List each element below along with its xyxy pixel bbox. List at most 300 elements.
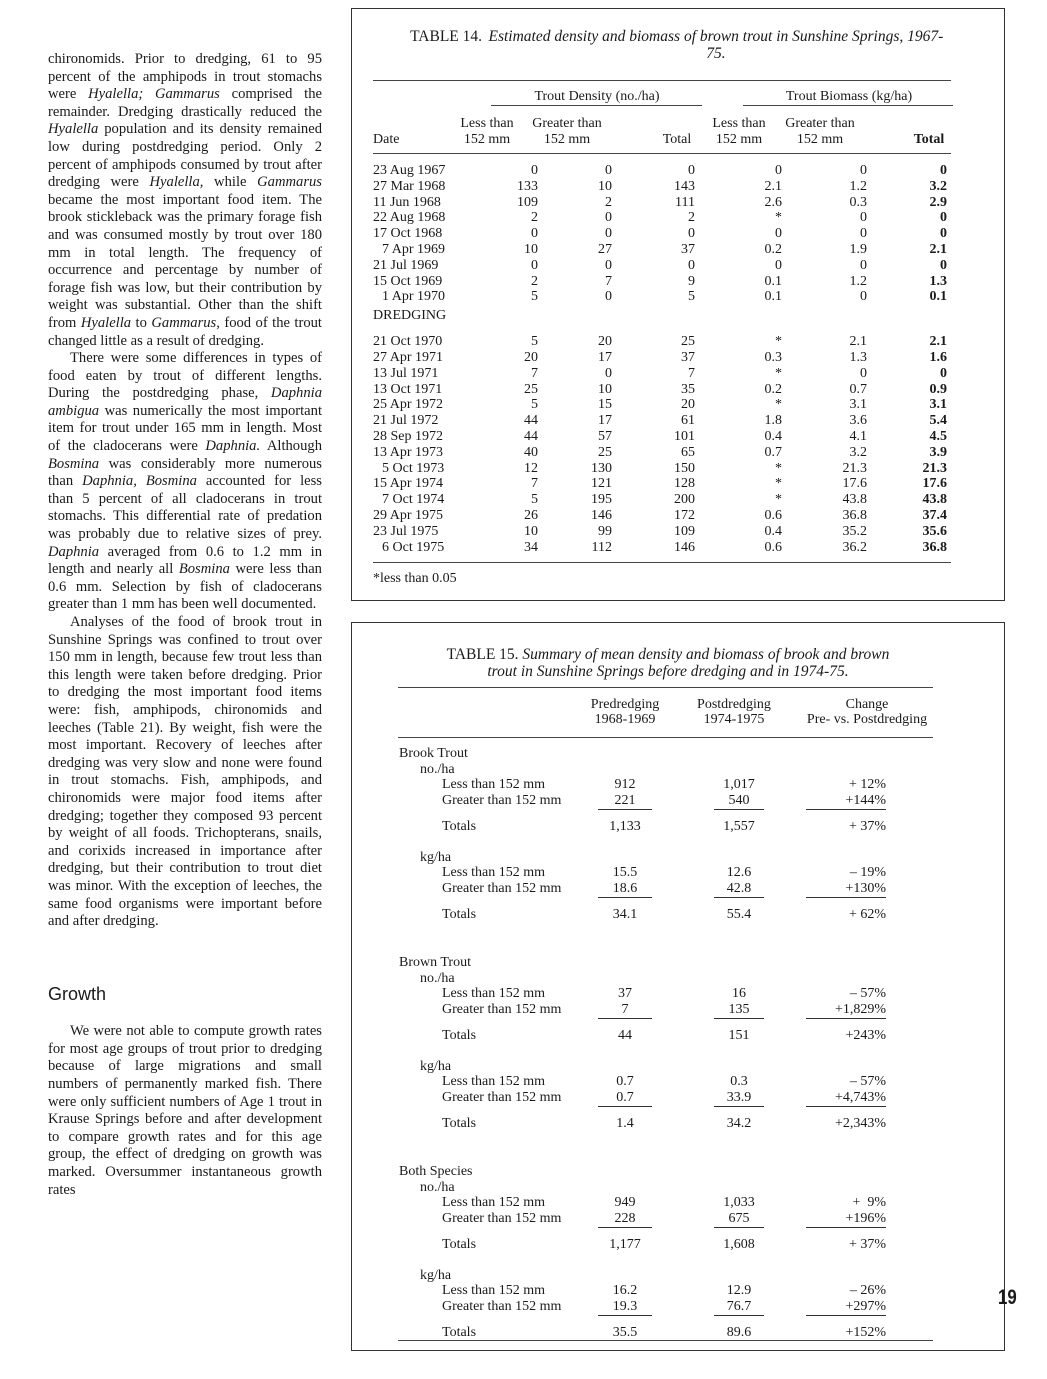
cell-value: 0.7 [764, 444, 782, 460]
cell-value: 37.4 [922, 508, 947, 523]
cell-change: +144% [806, 793, 886, 810]
cell-value: 0 [860, 163, 867, 178]
cell-change: – 19% [849, 865, 886, 880]
cell-value: 65 [681, 444, 695, 460]
cell-predredging: 0.7 [598, 1090, 652, 1107]
group-header-density: Trout Density (no./ha) [534, 89, 660, 104]
text-run: chironomids. Prior to dredging, 61 to 95 percent of the amphipods in trout stomachs were [48, 51, 322, 103]
cell-value: 37 [681, 350, 695, 365]
table-row [352, 289, 1004, 305]
cell-predredging: 19.3 [598, 1299, 652, 1316]
section-label: Both Species [399, 1164, 473, 1179]
cell-date: 22 Aug 1968 [373, 210, 446, 226]
cell-date: 1 Apr 1970 [382, 289, 445, 305]
table-row [352, 508, 1004, 524]
column-header-pre: Predredging [590, 697, 660, 712]
cell-predredging: 0.7 [616, 1074, 634, 1089]
cell-value: 9 [688, 273, 695, 289]
column-header-post: 1974-1975 [703, 712, 765, 727]
table-row [352, 179, 1004, 195]
cell-value: 0.7 [849, 381, 867, 397]
cell-value: 44 [524, 429, 538, 444]
row-label: Greater than 152 mm [442, 1299, 562, 1314]
cell-value: 0 [688, 226, 695, 242]
cell-predredging: 1,177 [609, 1237, 641, 1252]
italic-term: Daphnia. [205, 438, 261, 455]
cell-value: 0 [860, 257, 867, 273]
cell-value: 35.2 [842, 523, 867, 539]
cell-value: 36.8 [842, 508, 867, 523]
text-run: There were some differences in types of food eaten by trout of different lengths. During the postdredging phase, [48, 350, 322, 402]
column-header-date: Date [373, 132, 400, 147]
cell-value: 2 [531, 210, 538, 226]
text-run: Although [260, 438, 322, 455]
cell-predredging: 221 [598, 793, 652, 810]
cell-date: 11 Jun 1968 [373, 194, 441, 210]
cell-value: 0.4 [764, 523, 782, 539]
cell-postdredging: 675 [714, 1211, 764, 1228]
totals-row [352, 907, 1004, 923]
cell-date: 21 Jul 1969 [373, 257, 439, 273]
table-row [352, 413, 1004, 429]
cell-value: * [775, 460, 782, 476]
cell-postdredging: 135 [714, 1002, 764, 1019]
text-run: accounted for less than 5 percent of all cladocerans in trout stomachs. This differential rate of predation was probably due to relative sizes of prey. [48, 473, 322, 543]
cell-value: * [775, 492, 782, 508]
cell-value: 4.5 [929, 429, 947, 444]
table-row [352, 881, 1004, 897]
cell-value: 0 [688, 257, 695, 273]
cell-date: 15 Apr 1974 [373, 476, 443, 492]
cell-predredging: 15.5 [612, 865, 638, 880]
cell-value: 0 [688, 163, 695, 178]
cell-value: 112 [591, 539, 612, 555]
cell-value: 0 [860, 210, 867, 226]
cell-date: 23 Aug 1967 [373, 163, 446, 178]
table-caption-line: Summary of mean density and biomass of brook and brown [522, 646, 890, 663]
cell-date: 13 Apr 1973 [373, 444, 443, 460]
cell-value: 3.2 [849, 444, 867, 460]
cell-value: 10 [524, 523, 538, 539]
cell-date: 27 Apr 1971 [373, 350, 443, 365]
cell-value: 0 [605, 210, 612, 226]
cell-value: 17 [598, 350, 612, 365]
table-row [352, 445, 1004, 461]
cell-value: 0.3 [764, 350, 782, 365]
row-label: Totals [442, 1237, 477, 1252]
row-label: Less than 152 mm [442, 1283, 546, 1298]
table-14-title [352, 28, 1004, 62]
cell-value: 150 [674, 460, 695, 476]
unit-label: no./ha [420, 762, 455, 777]
cell-predredging: 16.2 [612, 1283, 638, 1298]
cell-value: 0 [940, 257, 947, 273]
cell-value: * [775, 365, 782, 381]
text-run: comprised the remainder. Dredging drastically reduced the [48, 86, 322, 120]
cell-postdredging: 12.6 [726, 865, 752, 880]
body-paragraph [48, 350, 322, 614]
body-paragraph [48, 614, 322, 931]
table-label: TABLE 15. [446, 646, 519, 663]
cell-value: 7 [531, 476, 538, 492]
text-run: population and its density remained low during postdredging period. Only 2 percent of amphipods consumed by trout after dredging were [48, 121, 322, 191]
column-header-less: Less than [712, 116, 766, 131]
cell-date: 21 Oct 1970 [373, 334, 443, 350]
unit-label: no./ha [420, 1180, 455, 1195]
cell-value: 26 [524, 508, 538, 523]
totals-row [352, 1237, 1004, 1253]
cell-value: 99 [598, 523, 612, 539]
cell-value: 1.9 [849, 242, 867, 257]
cell-postdredging: 12.9 [726, 1283, 752, 1298]
cell-date: 21 Jul 1972 [373, 413, 439, 429]
cell-value: 0 [531, 257, 538, 273]
italic-term: Daphnia [48, 543, 100, 560]
cell-value: 5 [531, 334, 538, 350]
cell-value: 3.9 [929, 444, 947, 460]
cell-predredging: 228 [598, 1211, 652, 1228]
cell-change: +4,743% [806, 1090, 886, 1107]
cell-value: 17.6 [922, 476, 947, 492]
cell-value: 130 [591, 460, 612, 476]
table-caption: Estimated density and biomass of brown trout in Sunshine Springs, 1967-75. [488, 28, 944, 62]
cell-change: + 62% [848, 907, 886, 922]
table-row [352, 397, 1004, 413]
table-row [352, 382, 1004, 398]
row-label: Less than 152 mm [442, 1195, 546, 1210]
table-row [352, 334, 1004, 350]
cell-value: 5 [531, 289, 538, 305]
cell-value: 20 [598, 334, 612, 350]
cell-value: 0.1 [764, 273, 782, 289]
cell-value: 3.2 [929, 178, 947, 194]
cell-predredging: 1,133 [609, 819, 641, 834]
cell-value: 0.6 [764, 539, 782, 555]
cell-value: 143 [674, 178, 695, 194]
text-run: Analyses of the food of brook trout in Sunshine Springs was confined to trout over 150 mm in length, because few trout less than this length were taken before dredging. Prior to dredging the most important food items were: fish, amphipods, chironomids and leeches (Table 21). By weight, fish were the most important. Recovery of leeches after dredging was very slow and none were found in trout stomachs. Fish, amphipods, and chironomids were major food items after dredging; together they composed 93 percent by weight of all foods. Trichopterans, snails, and corixids increased in importance after dredging, but their contribution to trout diet was minor. With the exception of leeches, the same food organisms were important before and after dredging. [48, 614, 322, 930]
cell-date: 23 Jul 1975 [373, 523, 439, 539]
table-row [352, 195, 1004, 211]
cell-date: 5 Oct 1973 [382, 460, 445, 476]
column-header-total: Total [662, 132, 692, 147]
cell-value: 0 [940, 365, 947, 381]
cell-postdredging: 55.4 [726, 907, 752, 922]
cell-value: 0.1 [764, 289, 782, 305]
cell-date: 13 Jul 1971 [373, 365, 439, 381]
text-run: , food of the trout changed little as a result of dredging. [48, 314, 322, 349]
cell-change: + 37% [848, 1237, 886, 1252]
cell-value: 1.8 [764, 413, 782, 429]
cell-value: 0.4 [764, 429, 782, 444]
cell-value: 57 [598, 429, 612, 444]
cell-value: 25 [598, 444, 612, 460]
cell-postdredging: 1,608 [723, 1237, 755, 1252]
italic-term: Bosmina [178, 561, 230, 578]
cell-change: – 57% [849, 986, 886, 1001]
cell-predredging: 18.6 [598, 881, 652, 898]
table-caption-line: trout in Sunshine Springs before dredging and in 1974-75. [487, 663, 849, 680]
column-header-greater: Greater than [532, 116, 602, 131]
italic-term: Daphnia, Bosmina [82, 473, 197, 490]
row-label: Less than 152 mm [442, 865, 546, 880]
totals-row [352, 1028, 1004, 1044]
cell-postdredging: 33.9 [714, 1090, 764, 1107]
table-row [352, 476, 1004, 492]
cell-value: 1.3 [849, 350, 867, 365]
row-label: Greater than 152 mm [442, 1211, 562, 1226]
cell-predredging: 949 [614, 1195, 636, 1210]
totals-row [352, 819, 1004, 835]
cell-value: 43.8 [922, 492, 947, 508]
cell-change: +196% [806, 1211, 886, 1228]
table-row [352, 461, 1004, 477]
table-15-title [352, 646, 984, 680]
cell-value: 21.3 [842, 460, 867, 476]
text-run: We were not able to compute growth rates for most age groups of trout prior to dredging because of large migrations and small numbers of permanently marked fish. There were only sufficient numbers of Age 1 trout in Krause Springs before and after development to compare growth rates and for this age group, the effect of dredging on growth was marked. Oversummer instantaneous growth rates [48, 1023, 322, 1198]
body-paragraph [48, 1023, 322, 1199]
cell-value: 0 [940, 210, 947, 226]
cell-value: 7 [605, 273, 612, 289]
cell-change: + 9% [852, 1195, 886, 1210]
dredging-divider: DREDGING [373, 308, 447, 324]
cell-date: 13 Oct 1971 [373, 381, 443, 397]
table-row [352, 1299, 1004, 1315]
cell-value: 7 [531, 365, 538, 381]
cell-value: 146 [591, 508, 612, 523]
cell-postdredging: 16 [732, 986, 746, 1001]
row-label: Greater than 152 mm [442, 1002, 562, 1017]
cell-value: 0.3 [849, 194, 867, 210]
table-14 [351, 8, 1005, 601]
table-row [352, 210, 1004, 226]
cell-value: 0 [860, 289, 867, 305]
cell-value: 5 [531, 492, 538, 508]
cell-value: 2.9 [929, 194, 947, 210]
totals-row [352, 1325, 1004, 1341]
cell-value: 2.1 [929, 334, 947, 350]
cell-value: 1.3 [929, 273, 947, 289]
page-number: 19 [998, 1286, 1017, 1309]
cell-value: 0.2 [764, 381, 782, 397]
cell-value: 27 [598, 242, 612, 257]
unit-label: kg/ha [420, 1268, 452, 1283]
cell-value: 5.4 [929, 413, 947, 429]
column-header-greater: Greater than [785, 116, 855, 131]
cell-value: 2.1 [764, 178, 782, 194]
italic-term: Hyalella; Gammarus [88, 86, 220, 103]
cell-value: 0 [531, 163, 538, 178]
cell-value: 109 [674, 523, 695, 539]
cell-value: * [775, 476, 782, 492]
table-row [352, 429, 1004, 445]
cell-change: +152% [845, 1325, 886, 1340]
cell-value: 1.2 [849, 273, 867, 289]
cell-date: 7 Oct 1974 [382, 492, 445, 508]
cell-value: 0.2 [764, 242, 782, 257]
column-header-pre: 1968-1969 [594, 712, 656, 727]
cell-change: + 37% [848, 819, 886, 834]
table-row [352, 524, 1004, 540]
cell-predredging: 35.5 [612, 1325, 638, 1340]
cell-value: 146 [674, 539, 695, 555]
cell-value: 3.1 [849, 397, 867, 413]
table-row [352, 258, 1004, 274]
cell-value: 4.1 [849, 429, 867, 444]
table-row [352, 1195, 1004, 1211]
cell-date: 29 Apr 1975 [373, 508, 443, 523]
cell-value: 10 [524, 242, 538, 257]
cell-value: 61 [681, 413, 695, 429]
table-row [352, 1002, 1004, 1018]
table-row [352, 350, 1004, 366]
column-header-less: 152 mm [463, 132, 511, 147]
cell-value: 0 [860, 365, 867, 381]
cell-value: 2 [688, 210, 695, 226]
cell-value: 0.9 [929, 381, 947, 397]
cell-postdredging: 540 [714, 793, 764, 810]
text-run: were less than 0.6 mm. Selection by fish of cladocerans greater than 1 mm has been well documented. [48, 561, 322, 613]
cell-change: – 26% [849, 1283, 886, 1298]
column-header-change: Change [845, 697, 889, 712]
cell-predredging: 7 [598, 1002, 652, 1019]
cell-value: 3.1 [929, 397, 947, 413]
cell-date: 28 Sep 1972 [373, 429, 443, 444]
unit-label: no./ha [420, 971, 455, 986]
cell-predredging: 912 [614, 777, 636, 792]
cell-postdredging: 34.2 [726, 1116, 752, 1131]
row-label: Greater than 152 mm [442, 1090, 562, 1105]
cell-value: 2.1 [849, 334, 867, 350]
column-header-greater: 152 mm [543, 132, 591, 147]
text-run: was considerably more numerous than [48, 455, 322, 490]
cell-value: 101 [674, 429, 695, 444]
cell-value: 17.6 [842, 476, 867, 492]
cell-change: – 57% [849, 1074, 886, 1089]
row-label: Totals [442, 1028, 477, 1043]
left-column [48, 51, 322, 1199]
cell-value: 3.6 [849, 413, 867, 429]
cell-date: 25 Apr 1972 [373, 397, 443, 413]
italic-term: Hyalella [48, 121, 99, 138]
cell-date: 7 Apr 1969 [382, 242, 445, 257]
cell-predredging: 37 [618, 986, 632, 1001]
column-header-less: Less than [460, 116, 514, 131]
cell-value: 0 [775, 226, 782, 242]
table-row [352, 986, 1004, 1002]
text-run: became the most important food item. The brook stickleback was the primary forage fish and was consumed mostly by trout over 180 mm in total length. The frequency of occurrence and percentage by number of forage fish was low, but their contribution by weight was substantial. Other than the shift from [48, 191, 322, 331]
column-header-greater: 152 mm [796, 132, 844, 147]
cell-value: 0 [605, 163, 612, 178]
cell-value: 200 [674, 492, 695, 508]
cell-value: 2.6 [764, 194, 782, 210]
row-label: Less than 152 mm [442, 777, 546, 792]
cell-value: 10 [598, 381, 612, 397]
cell-value: 0 [605, 365, 612, 381]
cell-value: 5 [688, 289, 695, 305]
cell-value: 17 [598, 413, 612, 429]
text-run: to [131, 314, 152, 331]
cell-value: 15 [598, 397, 612, 413]
cell-value: 2 [531, 273, 538, 289]
cell-change: +297% [806, 1299, 886, 1316]
cell-change: +1,829% [806, 1002, 886, 1019]
section-label: Brook Trout [399, 746, 468, 761]
column-header-post: Postdredging [697, 697, 771, 712]
cell-date: 6 Oct 1975 [382, 539, 445, 555]
cell-value: 25 [524, 381, 538, 397]
cell-value: * [775, 334, 782, 350]
cell-value: 133 [517, 178, 538, 194]
italic-term: Bosmina [48, 455, 100, 472]
table-footnote: *less than 0.05 [373, 571, 457, 586]
cell-change: + 12% [848, 777, 886, 792]
cell-value: 36.8 [922, 539, 947, 555]
table-row [352, 242, 1004, 258]
cell-value: 0 [775, 163, 782, 178]
cell-value: 0 [860, 226, 867, 242]
cell-value: 40 [524, 444, 538, 460]
cell-value: 7 [688, 365, 695, 381]
italic-term: Hyalella, [149, 174, 204, 191]
cell-value: 5 [531, 397, 538, 413]
cell-value: 0.1 [929, 289, 947, 305]
unit-label: kg/ha [420, 850, 452, 865]
column-header-change: Pre- vs. Postdredging [806, 712, 928, 727]
cell-value: 36.2 [842, 539, 867, 555]
group-header-biomass: Trout Biomass (kg/ha) [785, 89, 913, 104]
cell-value: 0 [940, 163, 947, 178]
table-row [352, 1283, 1004, 1299]
cell-postdredging: 89.6 [726, 1325, 752, 1340]
body-paragraph [48, 51, 322, 350]
table-row [352, 163, 1004, 179]
cell-value: 0 [605, 289, 612, 305]
table-row [352, 777, 1004, 793]
cell-date: 17 Oct 1968 [373, 226, 443, 242]
table-label: TABLE 14. [410, 28, 483, 45]
cell-value: 111 [675, 194, 695, 210]
cell-value: 128 [674, 476, 695, 492]
cell-value: 0 [940, 226, 947, 242]
cell-value: 20 [524, 350, 538, 365]
cell-change: +243% [845, 1028, 886, 1043]
cell-postdredging: 42.8 [714, 881, 764, 898]
cell-predredging: 1.4 [616, 1116, 634, 1131]
cell-value: 10 [598, 178, 612, 194]
table-row [352, 492, 1004, 508]
cell-date: 15 Oct 1969 [373, 273, 443, 289]
cell-postdredging: 1,557 [723, 819, 755, 834]
cell-postdredging: 0.3 [730, 1074, 748, 1089]
cell-value: 195 [591, 492, 612, 508]
row-label: Totals [442, 1325, 477, 1340]
table-row [352, 1211, 1004, 1227]
table-row [352, 793, 1004, 809]
row-label: Greater than 152 mm [442, 793, 562, 808]
cell-value: 121 [591, 476, 612, 492]
section-label: Brown Trout [399, 955, 471, 970]
cell-value: 0 [605, 257, 612, 273]
cell-value: 2 [605, 194, 612, 210]
table-15 [351, 622, 1005, 1351]
cell-value: 25 [681, 334, 695, 350]
cell-value: 12 [524, 460, 538, 476]
table-row [352, 1090, 1004, 1106]
cell-predredging: 44 [618, 1028, 632, 1043]
cell-value: 0.6 [764, 508, 782, 523]
cell-postdredging: 1,033 [723, 1195, 755, 1210]
cell-value: 2.1 [929, 242, 947, 257]
